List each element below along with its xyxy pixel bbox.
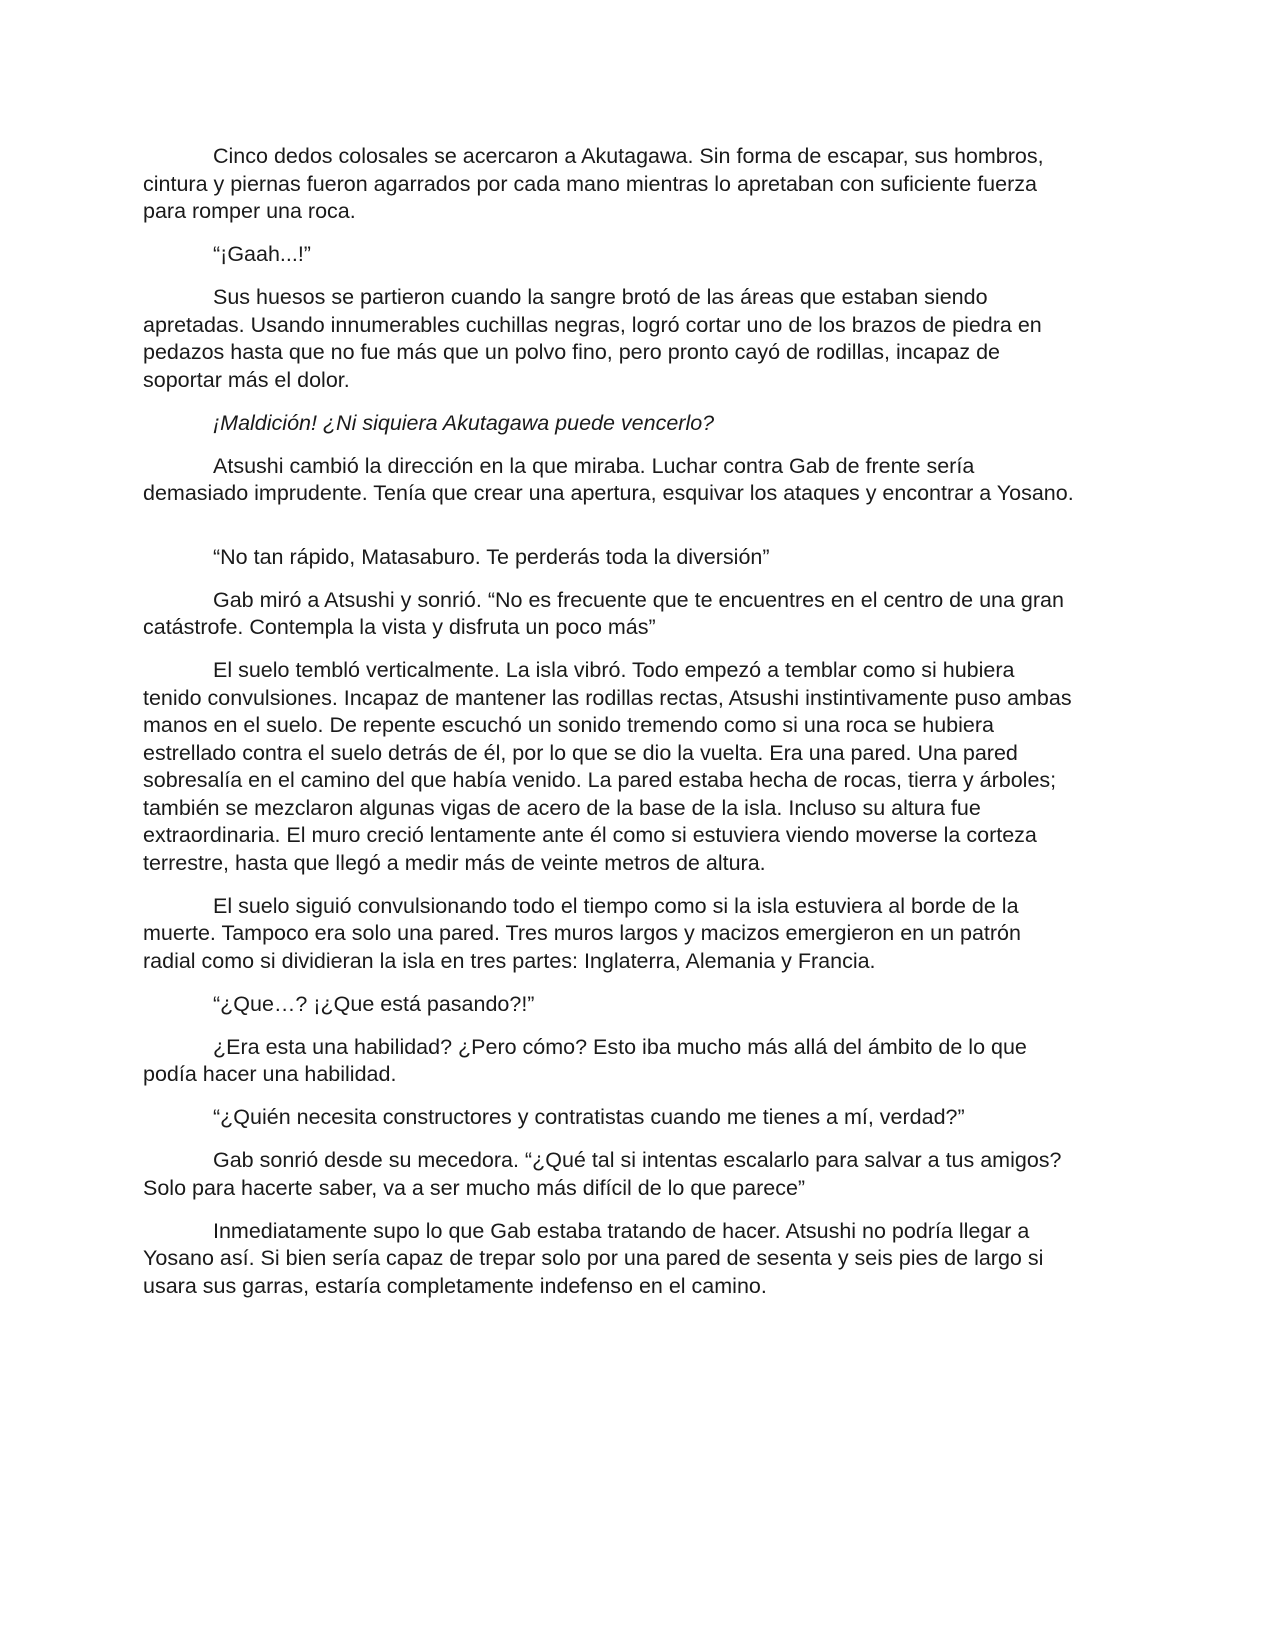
paragraph-3: Sus huesos se partieron cuando la sangre brotó de las áreas que estaban siendo apretadas. Usando innumerables cuchillas negras, logró cortar uno de los brazos de piedra en pedazos hasta que no fue más que un polvo fino, pero pronto cayó de rodillas, incapaz de soportar más el dolor. (143, 285, 1042, 392)
document-page (143, 143, 1078, 1316)
paragraph-2-dialogue: “¡Gaah...!” (213, 242, 311, 266)
paragraph-8: El suelo tembló verticalmente. La isla vibró. Todo empezó a temblar como si hubiera tenido convulsiones. Incapaz de mantener las rodillas rectas, Atsushi instintivamente puso ambas manos en el suelo. De repente escuchó un sonido tremendo como si una roca se hubiera estrellado contra el suelo detrás de él, por lo que se dio la vuelta. Era una pared. Una pared sobresalía en el camino del que había venido. La pared estaba hecha de rocas, tierra y árboles; también se mezclaron algunas vigas de acero de la base de la isla. Incluso su altura fue extraordinaria. El muro creció lentamente ante él como si estuviera viendo moverse la corteza terrestre, hasta que llegó a medir más de veinte metros de altura. (143, 658, 1072, 875)
paragraph-6-dialogue: “No tan rápido, Matasaburo. Te perderás toda la diversión” (213, 544, 770, 569)
paragraph-12-dialogue: “¿Quién necesita constructores y contratistas cuando me tienes a mí, verdad?” (213, 1105, 965, 1129)
paragraph-5: Atsushi cambió la dirección en la que miraba. Luchar contra Gab de frente sería demasiado imprudente. Tenía que crear una apertura, esquivar los ataques y encontrar a Yosano. (143, 453, 1074, 505)
paragraph-9: El suelo siguió convulsionando todo el tiempo como si la isla estuviera al borde de la muerte. Tampoco era solo una pared. Tres muros largos y macizos emergieron en un patrón radial como si dividieran la isla en tres partes: Inglaterra, Alemania y Francia. (143, 893, 1021, 973)
paragraph-14: Inmediatamente supo lo que Gab estaba tratando de hacer. Atsushi no podría llegar a Yosano así. Si bien sería capaz de trepar solo por una pared de sesenta y seis pies de largo si usara sus garras, estaría completamente indefenso en el camino. (143, 1218, 1044, 1298)
paragraph-7: Gab miró a Atsushi y sonrió. “No es frecuente que te encuentres en el centro de una gran catástrofe. Contempla la vista y disfruta un poco más” (143, 587, 1064, 639)
paragraph-13: Gab sonrió desde su mecedora. “¿Qué tal si intentas escalarlo para salvar a tus amigos? Solo para hacerte saber, va a ser mucho más difícil de lo que parece” (143, 1148, 1062, 1200)
paragraph-10-dialogue: “¿Que…? ¡¿Que está pasando?!” (213, 991, 535, 1016)
paragraph-4-thought: ¡Maldición! ¿Ni siquiera Akutagawa puede vencerlo? (213, 410, 715, 435)
paragraph-1: Cinco dedos colosales se acercaron a Akutagawa. Sin forma de escapar, sus hombros, cintura y piernas fueron agarrados por cada mano mientras lo apretaban con suficiente fuerza para romper una roca. (143, 144, 1044, 223)
paragraph-11: ¿Era esta una habilidad? ¿Pero cómo? Esto iba mucho más allá del ámbito de lo que podía hacer una habilidad. (143, 1034, 1027, 1086)
